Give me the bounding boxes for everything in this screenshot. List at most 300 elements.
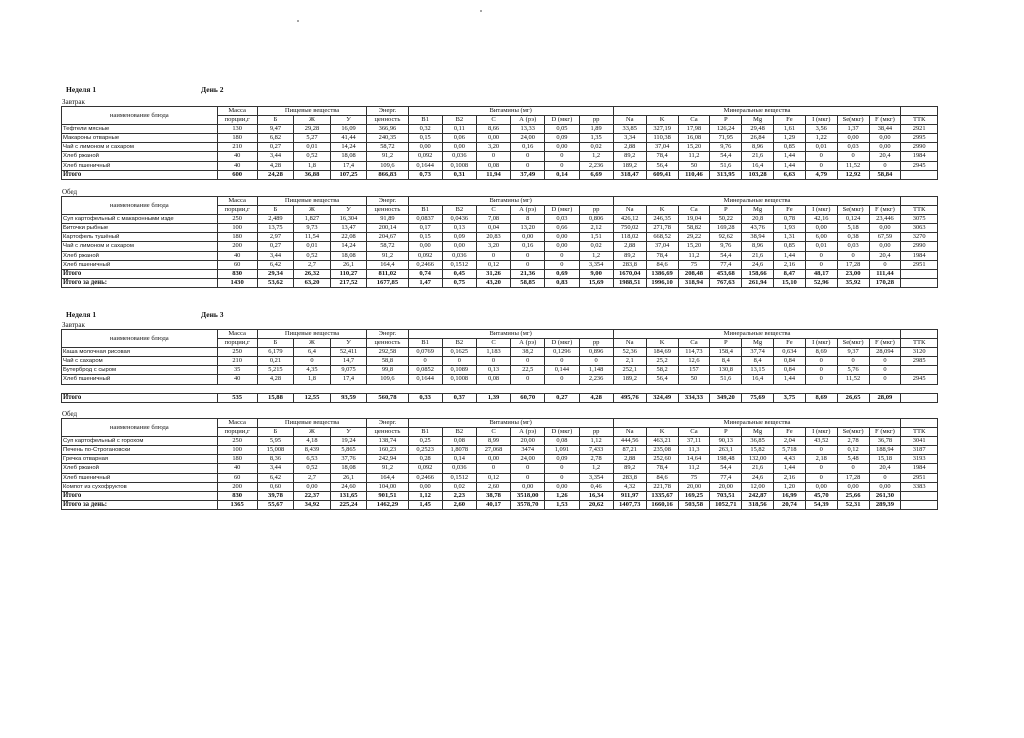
total-cell: 48,17 xyxy=(805,269,837,278)
col-header-vitamin: B1 xyxy=(408,116,442,125)
table-cell: 0 xyxy=(545,260,579,269)
day-total-cell: 55,67 xyxy=(257,500,294,509)
total-cell: 58,84 xyxy=(869,170,901,179)
total-cell: 495,76 xyxy=(613,393,646,402)
table-cell: 13,75 xyxy=(257,224,294,233)
table-cell: 26,1 xyxy=(330,473,367,482)
total-cell: 609,41 xyxy=(646,170,678,179)
day-total-row xyxy=(62,278,938,287)
table-cell: 0 xyxy=(805,357,837,366)
col-header-energy-unit: ценность xyxy=(367,116,408,125)
table-cell: 0,01 xyxy=(805,143,837,152)
table-cell: 252,1 xyxy=(613,366,646,375)
table-cell: 71,95 xyxy=(710,134,742,143)
table-cell: 22,08 xyxy=(330,233,367,242)
table-cell: 91,89 xyxy=(367,215,408,224)
table-cell: 204,67 xyxy=(367,233,408,242)
table-cell: 0,00 xyxy=(442,242,476,251)
col-header-mineral: Mg xyxy=(742,206,774,215)
total-cell xyxy=(901,269,938,278)
table-cell: 109,6 xyxy=(367,161,408,170)
table-cell: 56,4 xyxy=(646,161,678,170)
table-cell: 3,20 xyxy=(476,143,510,152)
col-header-vitamin: D (мкг) xyxy=(545,428,579,437)
total-cell: 830 xyxy=(217,269,257,278)
day-total-cell: 503,58 xyxy=(678,500,710,509)
col-header-mineral: F (мкг) xyxy=(869,116,901,125)
col-header-blank xyxy=(901,197,938,206)
total-cell: 60,70 xyxy=(511,393,545,402)
table-cell: 200 xyxy=(217,242,257,251)
col-header-vitamin: А (рэ) xyxy=(511,428,545,437)
table-cell: 8,96 xyxy=(742,242,774,251)
total-cell: 901,51 xyxy=(367,491,408,500)
table-cell: 1984 xyxy=(901,152,938,161)
col-header-vitamin: B2 xyxy=(442,339,476,348)
day-total-cell: 1052,71 xyxy=(710,500,742,509)
day-total-cell: 63,20 xyxy=(294,278,331,287)
table-cell: 19,24 xyxy=(330,437,367,446)
table-cell: 1,091 xyxy=(545,446,579,455)
table-cell xyxy=(901,366,938,375)
scan-speck xyxy=(297,20,299,22)
table-cell: 2,78 xyxy=(579,455,613,464)
table-cell: 0,00 xyxy=(545,242,579,251)
table-cell: 9,76 xyxy=(710,242,742,251)
table-cell: 0,32 xyxy=(408,125,442,134)
table-cell: 2951 xyxy=(901,473,938,482)
dish-name: Тефтели мясные xyxy=(62,125,218,134)
table-cell: 200 xyxy=(217,482,257,491)
total-cell: 16,99 xyxy=(774,491,806,500)
col-header-minerals: Минеральные вещества xyxy=(613,330,901,339)
day-total-cell: 0,83 xyxy=(545,278,579,287)
total-cell: 866,83 xyxy=(367,170,408,179)
table-cell: 0,2466 xyxy=(408,260,442,269)
table-cell: 0,036 xyxy=(442,251,476,260)
table-cell: 3,20 xyxy=(476,242,510,251)
total-cell: 0,27 xyxy=(545,393,579,402)
dish-name: Компот из сухофруктов xyxy=(62,482,218,491)
table-cell: 0,1512 xyxy=(442,260,476,269)
total-label: Итого xyxy=(62,170,218,179)
table-cell: 2921 xyxy=(901,125,938,134)
table-cell: 1,35 xyxy=(579,134,613,143)
table-cell: 0,25 xyxy=(408,437,442,446)
dish-name: Хлеб пшеничный xyxy=(62,161,218,170)
col-header-mineral: F (мкг) xyxy=(869,428,901,437)
table-cell: 15,20 xyxy=(678,242,710,251)
table-row xyxy=(62,482,938,491)
table-cell: 169,28 xyxy=(710,224,742,233)
table-cell: 0 xyxy=(294,357,331,366)
day-total-cell: 54,39 xyxy=(805,500,837,509)
total-cell xyxy=(901,393,938,402)
table-cell: 0,52 xyxy=(294,464,331,473)
blank-cell xyxy=(710,384,742,393)
dish-name: Каша молочная рисовая xyxy=(62,348,218,357)
table-cell: 0,06 xyxy=(442,134,476,143)
table-cell: 84,6 xyxy=(646,260,678,269)
blank-cell xyxy=(805,384,837,393)
table-cell: 20,00 xyxy=(710,482,742,491)
table-cell: 77,4 xyxy=(710,260,742,269)
table-row xyxy=(62,134,938,143)
table-cell: 0,00 xyxy=(408,242,442,251)
total-cell: 158,66 xyxy=(742,269,774,278)
table-cell: 2,12 xyxy=(579,224,613,233)
table-cell: 2945 xyxy=(901,375,938,384)
table-cell: 17,98 xyxy=(678,125,710,134)
table-cell: 100 xyxy=(217,224,257,233)
table-cell: 24,00 xyxy=(511,134,545,143)
col-header-mineral: Na xyxy=(613,339,646,348)
col-header-vitamins: Витамины (мг) xyxy=(408,197,613,206)
total-cell: 21,36 xyxy=(511,269,545,278)
table-cell: 3,354 xyxy=(579,260,613,269)
table-row xyxy=(62,215,938,224)
col-header-mineral: F (мкг) xyxy=(869,206,901,215)
table-cell: 0 xyxy=(805,473,837,482)
col-header-nutrients: Пищевые вещества xyxy=(257,330,367,339)
col-header-vitamin: D (мкг) xyxy=(545,206,579,215)
table-cell: 0,85 xyxy=(774,242,806,251)
col-header-blank xyxy=(901,419,938,428)
col-header-mineral: Mg xyxy=(742,428,774,437)
day-total-cell: 1430 xyxy=(217,278,257,287)
total-label: Итого xyxy=(62,269,218,278)
table-cell: 0,08 xyxy=(545,437,579,446)
table-cell: 12,00 xyxy=(742,482,774,491)
table-cell: 160,23 xyxy=(367,446,408,455)
table-cell: 0 xyxy=(837,464,869,473)
col-header-vitamins: Витамины (мг) xyxy=(408,419,613,428)
col-header-nutrient: У xyxy=(330,206,367,215)
col-header-nutrient: Б xyxy=(257,206,294,215)
col-header-nutrient: Б xyxy=(257,116,294,125)
table-row xyxy=(62,357,938,366)
col-header-blank xyxy=(901,330,938,339)
blank-cell xyxy=(579,384,613,393)
table-cell: 0,04 xyxy=(476,224,510,233)
table-cell: 366,96 xyxy=(367,125,408,134)
table-cell: 1,61 xyxy=(774,125,806,134)
table-cell: 0,092 xyxy=(408,152,442,161)
day-total-label: Итого за день: xyxy=(62,500,218,509)
total-cell: 1670,04 xyxy=(613,269,646,278)
table-cell: 0 xyxy=(511,260,545,269)
day-total-cell: 3578,70 xyxy=(511,500,545,509)
table-cell: 58,2 xyxy=(646,366,678,375)
table-cell: 8,99 xyxy=(476,437,510,446)
blank-cell xyxy=(613,384,646,393)
table-cell: 1,12 xyxy=(579,437,613,446)
total-cell: 45,70 xyxy=(805,491,837,500)
day-total-cell: 261,94 xyxy=(742,278,774,287)
total-cell: 1386,69 xyxy=(646,269,678,278)
table-cell: 15,18 xyxy=(869,455,901,464)
meal-title: Обед xyxy=(62,410,78,418)
table-cell: 11,52 xyxy=(837,161,869,170)
table-cell: 6,179 xyxy=(257,348,294,357)
table-cell: 0,27 xyxy=(257,143,294,152)
table-cell: 0,124 xyxy=(837,215,869,224)
table-cell: 0,21 xyxy=(257,357,294,366)
table-cell: 0,09 xyxy=(442,233,476,242)
table-cell: 0 xyxy=(837,152,869,161)
total-cell: 4,28 xyxy=(579,393,613,402)
dish-name: Гречка отварная xyxy=(62,455,218,464)
table-cell: 20,4 xyxy=(869,251,901,260)
scan-speck xyxy=(480,10,482,12)
day-total-cell: 20,74 xyxy=(774,500,806,509)
table-cell: 0,144 xyxy=(545,366,579,375)
table-cell: 130,8 xyxy=(710,366,742,375)
table-cell: 22,5 xyxy=(511,366,545,375)
table-cell: 58,72 xyxy=(367,143,408,152)
dish-name: Печень по-Строгановски xyxy=(62,446,218,455)
total-cell: 324,49 xyxy=(646,393,678,402)
table-cell: 1,2 xyxy=(579,464,613,473)
table-cell: 89,2 xyxy=(613,251,646,260)
col-header-mineral: K xyxy=(646,116,678,125)
dish-name: Хлеб ржаной xyxy=(62,464,218,473)
table-cell: 2,16 xyxy=(774,473,806,482)
total-cell: 131,65 xyxy=(330,491,367,500)
day-total-cell: 20,62 xyxy=(579,500,613,509)
total-cell: 811,02 xyxy=(367,269,408,278)
table-cell: 3474 xyxy=(511,446,545,455)
total-row xyxy=(62,491,938,500)
table-cell: 0 xyxy=(545,161,579,170)
day-total-cell: 53,62 xyxy=(257,278,294,287)
table-cell: 0 xyxy=(511,357,545,366)
table-cell: 0,01 xyxy=(294,242,331,251)
table-cell: 0,1008 xyxy=(442,375,476,384)
total-cell: 93,59 xyxy=(330,393,367,402)
table-cell: 9,37 xyxy=(837,348,869,357)
table-cell: 0,05 xyxy=(545,125,579,134)
table-cell: 0,02 xyxy=(579,242,613,251)
nutrition-table xyxy=(61,418,938,510)
day-total-cell: 43,20 xyxy=(476,278,510,287)
table-cell: 5,76 xyxy=(837,366,869,375)
table-cell: 5,718 xyxy=(774,446,806,455)
table-cell: 0,16 xyxy=(511,143,545,152)
day-total-cell: 52,96 xyxy=(805,278,837,287)
table-cell: 0 xyxy=(869,260,901,269)
total-cell: 318,47 xyxy=(613,170,646,179)
dish-name: Биточки рыбные xyxy=(62,224,218,233)
col-header-mineral: Ca xyxy=(678,206,710,215)
table-cell: 0,03 xyxy=(545,215,579,224)
table-cell: 252,60 xyxy=(646,455,678,464)
table-cell: 40 xyxy=(217,464,257,473)
table-cell: 52,411 xyxy=(330,348,367,357)
table-cell: 0 xyxy=(545,464,579,473)
blank-cell xyxy=(774,384,806,393)
table-row xyxy=(62,446,938,455)
total-cell: 911,97 xyxy=(613,491,646,500)
day-total-cell: 40,17 xyxy=(476,500,510,509)
day-total-cell: 1988,51 xyxy=(613,278,646,287)
day-total-label: Итого за день: xyxy=(62,278,218,287)
table-cell: 67,59 xyxy=(869,233,901,242)
table-row xyxy=(62,260,938,269)
table-cell: 25,2 xyxy=(646,357,678,366)
table-cell: 0,08 xyxy=(442,437,476,446)
table-cell: 8,69 xyxy=(805,348,837,357)
total-cell: 24,28 xyxy=(257,170,294,179)
table-cell: 9,47 xyxy=(257,125,294,134)
table-row xyxy=(62,251,938,260)
table-cell: 0 xyxy=(805,161,837,170)
dish-name: Чай с лимоном и сахаром xyxy=(62,143,218,152)
table-cell: 60 xyxy=(217,260,257,269)
day-total-cell: 1,47 xyxy=(408,278,442,287)
table-cell: 1,44 xyxy=(774,375,806,384)
total-row xyxy=(62,170,938,179)
col-header-vitamin: pp xyxy=(579,428,613,437)
table-cell: 109,6 xyxy=(367,375,408,384)
table-cell: 1,2 xyxy=(579,251,613,260)
table-cell: 3383 xyxy=(901,482,938,491)
table-cell: 4,18 xyxy=(294,437,331,446)
table-cell: 0 xyxy=(511,375,545,384)
total-cell: 8,69 xyxy=(805,393,837,402)
table-cell: 43,76 xyxy=(742,224,774,233)
table-cell: 164,4 xyxy=(367,260,408,269)
table-cell: 0,13 xyxy=(476,366,510,375)
table-cell: 750,02 xyxy=(613,224,646,233)
total-cell: 15,88 xyxy=(257,393,294,402)
col-header-ttk: ТТК xyxy=(901,339,938,348)
table-cell: 0,00 xyxy=(869,134,901,143)
table-cell: 78,4 xyxy=(646,152,678,161)
header-row xyxy=(62,419,938,428)
col-header-vitamin: А (рэ) xyxy=(511,339,545,348)
table-cell: 0,66 xyxy=(545,224,579,233)
total-cell xyxy=(901,170,938,179)
col-header-nutrient: Б xyxy=(257,339,294,348)
table-cell: 0,1008 xyxy=(442,161,476,170)
total-cell: 11,94 xyxy=(476,170,510,179)
table-cell: 0 xyxy=(545,375,579,384)
day-label: День 2 xyxy=(201,85,224,94)
total-cell: 349,20 xyxy=(710,393,742,402)
blank-cell xyxy=(511,384,545,393)
table-cell: 0,00 xyxy=(805,482,837,491)
table-cell: 37,04 xyxy=(646,143,678,152)
blank-cell xyxy=(901,384,938,393)
col-header-mass-unit: порции,г xyxy=(217,206,257,215)
col-header-vitamin: B2 xyxy=(442,428,476,437)
total-row xyxy=(62,393,938,402)
table-cell: 327,19 xyxy=(646,125,678,134)
table-cell: 0,00 xyxy=(869,242,901,251)
col-header-mineral: Na xyxy=(613,206,646,215)
table-cell: 4,28 xyxy=(257,375,294,384)
table-cell: 5,95 xyxy=(257,437,294,446)
total-cell: 37,49 xyxy=(511,170,545,179)
table-cell: 5,27 xyxy=(294,134,331,143)
col-header-nutrient: У xyxy=(330,339,367,348)
col-header-ttk: ТТК xyxy=(901,116,938,125)
dish-name: Хлеб пшеничный xyxy=(62,375,218,384)
col-header-mineral: Na xyxy=(613,116,646,125)
table-cell: 0,00 xyxy=(511,482,545,491)
col-header-vitamin: C xyxy=(476,428,510,437)
table-cell: 283,8 xyxy=(613,473,646,482)
table-cell: 0,13 xyxy=(442,224,476,233)
table-cell: 0,00 xyxy=(545,233,579,242)
table-cell: 16,4 xyxy=(742,161,774,170)
day-total-cell: 1996,10 xyxy=(646,278,678,287)
table-cell: 1,20 xyxy=(774,482,806,491)
table-cell: 91,2 xyxy=(367,464,408,473)
table-cell: 0 xyxy=(511,473,545,482)
dish-name: Чай с лимоном и сахаром xyxy=(62,242,218,251)
table-cell: 16,09 xyxy=(330,125,367,134)
table-cell: 0,1625 xyxy=(442,348,476,357)
total-cell xyxy=(901,491,938,500)
col-header-mineral: P xyxy=(710,206,742,215)
total-cell: 31,26 xyxy=(476,269,510,278)
col-header-name: наименование блюда xyxy=(62,107,218,125)
col-header-nutrients: Пищевые вещества xyxy=(257,197,367,206)
col-header-mineral: F (мкг) xyxy=(869,339,901,348)
table-cell: 2,97 xyxy=(257,233,294,242)
table-cell: 11,54 xyxy=(294,233,331,242)
table-cell: 0,08 xyxy=(476,375,510,384)
table-cell: 29,28 xyxy=(294,125,331,134)
table-cell: 1,44 xyxy=(774,152,806,161)
blank-cell xyxy=(62,384,218,393)
dish-name: Суп картофельный с макаронными изде xyxy=(62,215,218,224)
blank-cell xyxy=(330,384,367,393)
table-cell: 8,4 xyxy=(742,357,774,366)
table-cell: 2995 xyxy=(901,134,938,143)
table-cell: 0,00 xyxy=(837,482,869,491)
table-cell: 17,4 xyxy=(330,161,367,170)
table-cell: 77,4 xyxy=(710,473,742,482)
total-label: Итого xyxy=(62,491,218,500)
table-cell: 0,00 xyxy=(869,482,901,491)
table-cell: 1,44 xyxy=(774,464,806,473)
table-cell: 426,12 xyxy=(613,215,646,224)
table-cell: 90,13 xyxy=(710,437,742,446)
table-cell: 1,183 xyxy=(476,348,510,357)
table-cell: 1,89 xyxy=(579,125,613,134)
header-row xyxy=(62,107,938,116)
col-header-vitamin: D (мкг) xyxy=(545,339,579,348)
table-cell: 19,04 xyxy=(678,215,710,224)
total-cell: 703,51 xyxy=(710,491,742,500)
col-header-ttk: ТТК xyxy=(901,428,938,437)
total-cell: 3518,00 xyxy=(511,491,545,500)
table-cell: 15,008 xyxy=(257,446,294,455)
table-cell: 38,44 xyxy=(869,125,901,134)
table-row xyxy=(62,152,938,161)
total-cell: 110,46 xyxy=(678,170,710,179)
table-cell: 2945 xyxy=(901,161,938,170)
table-cell: 75 xyxy=(678,260,710,269)
table-cell: 0 xyxy=(869,375,901,384)
day-total-cell: 35,92 xyxy=(837,278,869,287)
day-total-cell: 15,10 xyxy=(774,278,806,287)
col-header-vitamin: А (рэ) xyxy=(511,116,545,125)
total-cell: 0,45 xyxy=(442,269,476,278)
